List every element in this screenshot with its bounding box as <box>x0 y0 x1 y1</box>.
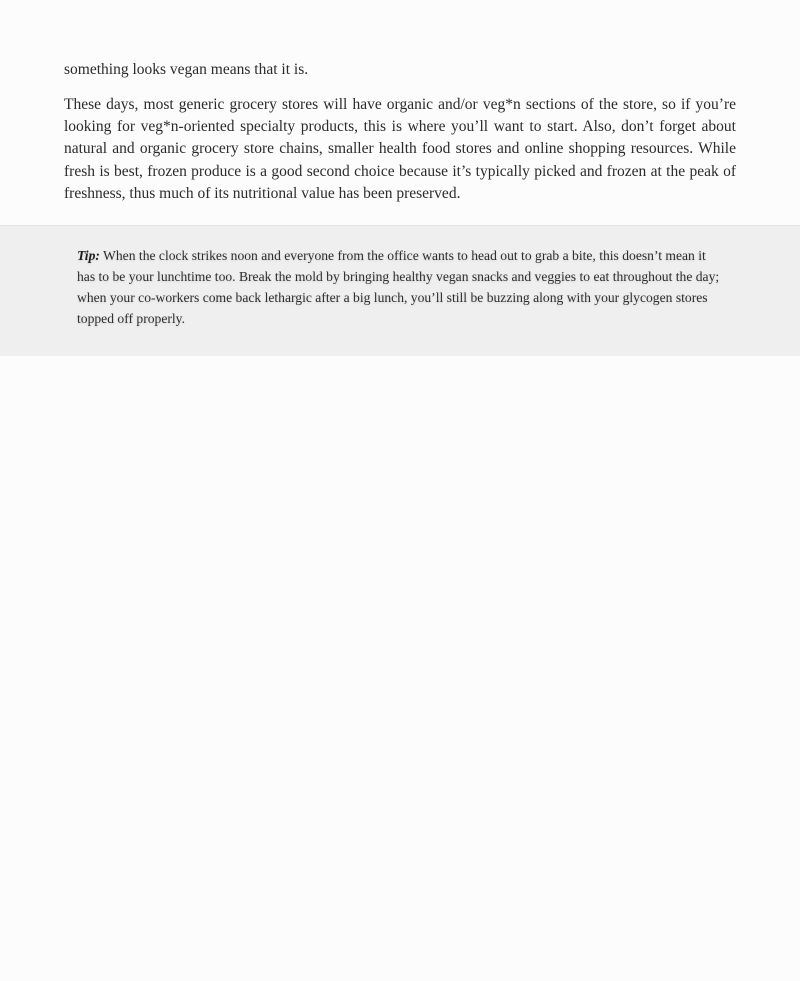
tip-body-text: When the clock strikes noon and everyone from the office wants to head out to grab a bite, this doesn’t mean it has to be your lunchtime too. Break the mold by bringing healthy vegan snacks and veggies to eat throughout the day; when your co-workers come back lethargic after a big lunch, you’ll still be buzzing along with your glycogen stores topped off properly. <box>77 248 720 326</box>
tip-callout-box <box>0 225 800 356</box>
tip-paragraph <box>77 245 723 329</box>
paragraph-continuation: something looks vegan means that it is. <box>64 61 309 78</box>
paragraph-grocery-stores: These days, most generic grocery stores will have organic and/or veg*n sections of the store, so if you’re looking for veg*n-oriented specialty products, this is where you’ll want to start. Also, don’t forget about natural and organic grocery store chains, smaller health food stores and online shopping resources. While fresh is best, frozen produce is a good second choice because it’s typically picked and frozen at the peak of freshness, thus much of its nutritional value has been preserved. <box>64 96 736 202</box>
tip-label: Tip: <box>77 248 100 263</box>
